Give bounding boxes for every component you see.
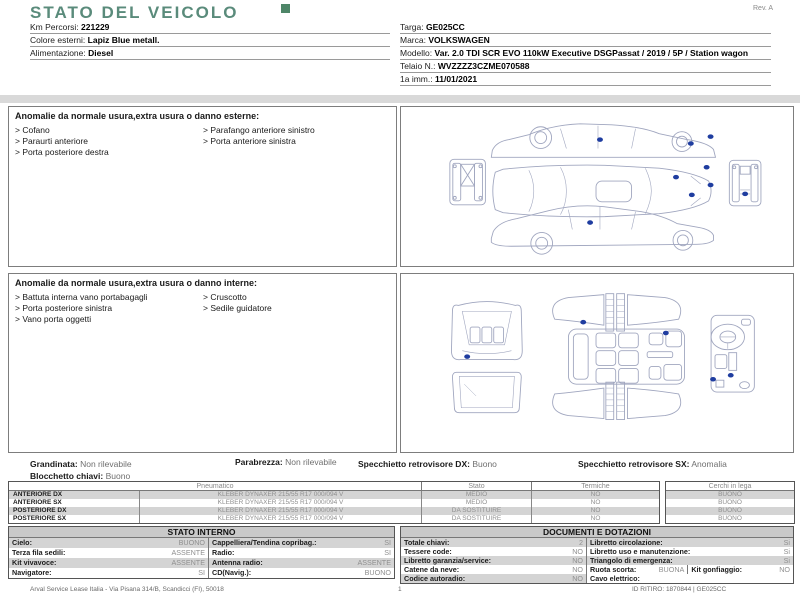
cell-label: Terza fila sedili:	[12, 548, 66, 557]
damage-marker-icon	[708, 183, 714, 188]
check-specchietto-sx	[578, 459, 727, 469]
anomaly-item: > Vano porta oggetti	[15, 314, 92, 324]
check-grandinata	[30, 459, 132, 469]
tyre-description: KLEBER DYNAXER 215/55 R17 000/094 V	[139, 507, 421, 515]
cell-label: Triangolo di emergenza:	[590, 556, 673, 565]
trunk-lid-view	[452, 372, 521, 412]
cell-value: NO	[572, 556, 583, 565]
exterior-anomalies-col1	[15, 125, 203, 158]
cell-value: NO	[779, 565, 790, 574]
anomaly-item: > Sedile guidatore	[203, 303, 272, 313]
damage-marker-icon	[704, 165, 710, 170]
check-label: Specchietto retrovisore SX:	[578, 459, 690, 469]
damage-marker-icon	[597, 137, 603, 142]
cell-label: Libretto uso e manutenzione:	[590, 547, 691, 556]
alimentazione-value: Diesel	[88, 48, 114, 58]
cell-value: ASSENTE	[171, 548, 205, 557]
marca-value: VOLKSWAGEN	[428, 35, 490, 45]
imm-label: 1a imm.:	[400, 74, 433, 84]
info-row-immatricolazione	[400, 73, 771, 86]
damage-marker-icon	[587, 220, 593, 225]
cell-label: Kit vivavoce:	[12, 558, 57, 567]
cell-value: NO	[572, 565, 583, 574]
info-row-marca	[400, 34, 771, 47]
tyre-position: POSTERIORE DX	[13, 507, 67, 514]
vehicle-info-right	[400, 21, 771, 86]
cell-label: Tessere code:	[404, 547, 452, 556]
anomaly-item: > Cofano	[15, 125, 50, 135]
tyre-position: ANTERIORE SX	[13, 499, 62, 506]
cell-value: Si	[783, 538, 790, 547]
anomaly-item: > Parafango anteriore sinistro	[203, 125, 315, 135]
interior-anomalies-section	[8, 273, 397, 453]
colore-value: Lapiz Blue metall.	[87, 35, 160, 45]
footer-id-ritiro: ID RITIRO: 1870844 | GE025CC	[632, 586, 727, 593]
cell-value: 2	[579, 538, 583, 547]
table-row	[401, 556, 793, 565]
cerchi-value: BUONO	[718, 499, 742, 506]
check-value: Anomalia	[691, 459, 727, 469]
damage-marker-icon	[663, 331, 669, 336]
tyre-stato: MEDIO	[421, 491, 531, 499]
stato-interno-title: STATO INTERNO	[9, 527, 394, 538]
damage-marker-icon	[580, 320, 586, 325]
anomaly-item: > Battuta interna vano portabagagli	[15, 292, 148, 302]
cell-label: Libretto garanzia/service:	[404, 556, 492, 565]
check-blocchetto-chiavi	[30, 471, 130, 481]
cell-label: Totale chiavi:	[404, 538, 450, 547]
stato-interno-table	[8, 526, 395, 579]
cell-label: Radio:	[212, 548, 235, 557]
dashboard-view	[711, 315, 754, 392]
targa-label: Targa:	[400, 22, 424, 32]
damage-marker-icon	[689, 193, 695, 198]
check-specchietto-dx	[358, 459, 497, 469]
tyre-description: KLEBER DYNAXER 215/55 R17 000/094 V	[139, 499, 421, 507]
cell-label: Cappelliera/Tendina copribag.:	[212, 538, 317, 547]
exterior-damage-markers	[587, 134, 748, 224]
table-row	[9, 568, 394, 578]
anomaly-item: > Porta anteriore sinistra	[203, 136, 296, 146]
damage-marker-icon	[688, 141, 694, 146]
targa-value: GE025CC	[426, 22, 465, 32]
interior-anomalies-col2	[203, 292, 388, 325]
cell-value: NO	[572, 574, 583, 583]
revision-label: Rev. A	[753, 5, 774, 12]
check-label: Blocchetto chiavi:	[30, 471, 104, 481]
damage-marker-icon	[742, 192, 748, 197]
cell-label: Catene da neve:	[404, 565, 460, 574]
car-side-view-bottom	[491, 206, 713, 254]
check-value: Non rilevabile	[285, 457, 337, 467]
check-label: Specchietto retrovisore DX:	[358, 459, 470, 469]
colore-label: Colore esterni:	[30, 35, 86, 45]
damage-marker-icon	[710, 377, 716, 382]
cell-label: Libretto circolazione:	[590, 538, 663, 547]
imm-value: 11/01/2021	[434, 74, 478, 84]
car-plan-view	[493, 165, 711, 217]
tyre-termiche: NO	[531, 491, 659, 499]
separator-band	[0, 95, 800, 103]
trunk-view	[451, 302, 522, 360]
cerchi-table	[665, 481, 795, 524]
km-value: 221229	[81, 22, 110, 32]
check-label: Grandinata:	[30, 459, 78, 469]
table-row	[9, 558, 394, 568]
cell-value: Si	[783, 556, 790, 565]
km-label: Km Percorsi:	[30, 22, 79, 32]
tyre-position: ANTERIORE DX	[13, 491, 63, 498]
table-row	[9, 548, 394, 558]
tyre-row	[9, 507, 659, 515]
table-row	[401, 574, 793, 583]
damage-marker-icon	[673, 175, 679, 180]
tyre-row	[9, 499, 659, 507]
tyre-termiche: NO	[531, 507, 659, 515]
cell-label: Ruota scorta:	[590, 565, 637, 574]
tyre-stato: DA SOSTITUIRE	[421, 507, 531, 515]
tyre-stato: MEDIO	[421, 499, 531, 507]
header-termiche: Termiche	[531, 482, 659, 490]
tyre-table	[8, 481, 660, 524]
cell-value: NO	[572, 547, 583, 556]
cell-label: Cavo elettrico:	[590, 574, 640, 583]
footer-page-number: 1	[398, 586, 402, 593]
tyre-row	[9, 515, 659, 523]
cell-value: SI	[384, 538, 391, 547]
cell-value: ASSENTE	[171, 558, 205, 567]
tyre-row	[9, 491, 659, 499]
footer-company-address: Arval Service Lease Italia - Via Pisana 314/B, Scandicci (FI), 50018	[30, 586, 224, 593]
header-cerchi: Cerchi in lega	[666, 482, 794, 491]
info-row-km	[30, 21, 390, 34]
damage-marker-icon	[464, 354, 470, 359]
anomaly-item: > Porta posteriore destra	[15, 147, 109, 157]
page-title: STATO DEL VEICOLO	[30, 3, 239, 22]
tyre-stato: DA SOSTITUIRE	[421, 515, 531, 523]
cell-value: SI	[198, 568, 205, 577]
info-row-colore	[30, 34, 390, 47]
modello-value: Var. 2.0 TDI SCR EVO 110kW Executive DSGPassat / 2019 / 5P / Station wagon	[434, 48, 749, 58]
header-pneumatico: Pneumatico	[196, 483, 234, 490]
damage-marker-icon	[728, 373, 734, 378]
documenti-title: DOCUMENTI E DOTAZIONI	[401, 527, 793, 538]
cell-value: BUONA	[658, 565, 685, 574]
tyre-description: KLEBER DYNAXER 215/55 R17 000/094 V	[139, 515, 421, 523]
exterior-anomalies-heading: Anomalie da normale usura,extra usura o danno esterne:	[15, 111, 260, 121]
interior-anomalies-col1	[15, 292, 203, 325]
cell-label: Cielo:	[12, 538, 32, 547]
telaio-label: Telaio N.:	[400, 61, 436, 71]
table-row	[401, 538, 793, 547]
car-rear-view	[450, 159, 486, 204]
marca-label: Marca:	[400, 35, 426, 45]
car-exterior-diagram-svg	[401, 107, 793, 266]
table-row	[401, 565, 793, 574]
check-value: Buono	[105, 471, 131, 481]
cell-value: BUONO	[178, 538, 205, 547]
cell-value: Si	[783, 547, 790, 556]
check-value: Buono	[472, 459, 497, 469]
anomaly-item: > Paraurti anteriore	[15, 136, 88, 146]
cerchi-value: BUONO	[666, 491, 794, 499]
check-label: Parabrezza:	[235, 457, 283, 467]
cell-value: SI	[384, 548, 391, 557]
info-row-targa	[400, 21, 771, 34]
anomaly-item: > Porta posteriore sinistra	[15, 303, 113, 313]
info-row-alimentazione	[30, 47, 390, 60]
car-interior-diagram-svg	[401, 274, 793, 452]
cell-label: Codice autoradio:	[404, 574, 466, 583]
car-front-view	[729, 160, 761, 205]
tyre-description: KLEBER DYNAXER 215/55 R17 000/094 V	[139, 491, 421, 499]
damage-marker-icon	[708, 134, 714, 139]
info-row-telaio	[400, 60, 771, 73]
alimentazione-label: Alimentazione:	[30, 48, 86, 58]
cabin-plan-view	[553, 294, 685, 420]
cerchi-value: BUONO	[666, 507, 794, 515]
table-row	[401, 547, 793, 556]
check-parabrezza	[235, 459, 339, 465]
exterior-anomalies-section	[8, 106, 397, 267]
table-row	[9, 538, 394, 548]
cell-value: ASSENTE	[357, 558, 391, 567]
telaio-value: WVZZZZ3CZME070588	[437, 61, 530, 71]
interior-anomalies-heading: Anomalie da normale usura,extra usura o danno interne:	[15, 278, 258, 288]
tyre-termiche: NO	[531, 515, 659, 523]
modello-label: Modello:	[400, 48, 433, 58]
check-value: Non rilevabile	[80, 459, 132, 469]
tyre-position: POSTERIORE SX	[13, 515, 67, 522]
exterior-damage-diagram	[400, 106, 794, 267]
cell-label: CD(Navig.):	[212, 568, 252, 577]
exterior-anomalies-col2	[203, 125, 388, 158]
cell-label: Navigatore:	[12, 568, 52, 577]
accent-square-icon	[281, 4, 290, 13]
cell-label: Antenna radio:	[212, 558, 263, 567]
tyre-table-header	[9, 482, 659, 491]
cell-value: BUONO	[364, 568, 391, 577]
vehicle-info-left	[30, 21, 390, 60]
cerchi-value: BUONO	[718, 515, 742, 522]
interior-damage-diagram	[400, 273, 794, 453]
cell-label: Kit gonfiaggio:	[687, 565, 742, 574]
anomaly-item: > Cruscotto	[203, 292, 247, 302]
info-row-modello	[400, 47, 771, 60]
documenti-table	[400, 526, 794, 584]
header-stato: Stato	[421, 482, 531, 490]
car-side-view-top	[491, 124, 715, 158]
tyre-termiche: NO	[531, 499, 659, 507]
